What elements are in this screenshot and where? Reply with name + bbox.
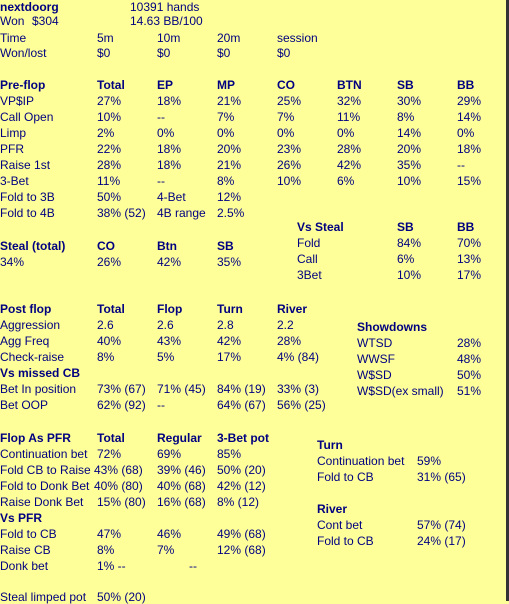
preflop-cell: 18% <box>157 94 182 108</box>
missed-cb-cell: 71% (45) <box>157 382 206 396</box>
preflop-cell: 8% <box>397 110 415 124</box>
postflop-cell: 4% (84) <box>277 350 320 364</box>
flop-pfr-cell: 39% (46) <box>157 463 206 477</box>
postflop-cell: 5% <box>157 350 175 364</box>
steal-col-btn: Btn <box>157 239 177 253</box>
postflop-cell: 8% <box>97 350 115 364</box>
fourbet-range-label: 4B range <box>157 206 206 220</box>
steal-col-co: CO <box>97 239 115 253</box>
steal-cell: 26% <box>97 255 122 269</box>
preflop-cell: 32% <box>337 94 362 108</box>
preflop-cell: 30% <box>397 94 422 108</box>
vs-pfr-row-label: Fold to CB <box>0 527 57 541</box>
won-value: $304 <box>32 14 59 28</box>
wonlost-session: $0 <box>277 46 291 60</box>
preflop-col-total: Total <box>97 78 125 92</box>
flop-pfr-cell: 43% (68) <box>94 463 143 477</box>
missed-cb-cell: 56% (25) <box>277 398 326 412</box>
preflop-cell: 35% <box>397 158 422 172</box>
vs-steal-row-label: Fold <box>297 236 321 250</box>
postflop-cell: 2.2 <box>277 318 294 332</box>
missed-cb-cell: 33% (3) <box>277 382 320 396</box>
postflop-row-label: Aggression <box>0 318 61 332</box>
turn-value: 59% <box>417 454 442 468</box>
flop-pfr-cell: 16% (68) <box>157 495 206 509</box>
wonlost-20m: $0 <box>217 46 231 60</box>
turn-title: Turn <box>317 438 343 452</box>
river-row-label: Cont bet <box>317 518 363 532</box>
preflop-cell: 27% <box>97 94 122 108</box>
missed-cb-title: Vs missed CB <box>0 366 81 380</box>
flop-pfr-row-label: Continuation bet <box>0 447 88 461</box>
vs-steal-cell: 70% <box>457 236 482 250</box>
preflop-cell: 0% <box>157 126 175 140</box>
wonlost-5m: $0 <box>97 46 111 60</box>
flop-pfr-col-total: Total <box>97 431 125 445</box>
preflop-col-co: CO <box>277 78 295 92</box>
postflop-cell: 2.6 <box>97 318 114 332</box>
vs-steal-row-label: 3Bet <box>297 268 322 282</box>
showdown-value: 51% <box>457 384 482 398</box>
fold-4b-value: 38% (52) <box>97 206 146 220</box>
preflop-row-label: 3-Bet <box>0 174 29 188</box>
steal-title: Steal (total) <box>0 239 66 253</box>
flop-pfr-cell: 85% <box>217 447 242 461</box>
vs-pfr-cell: 12% (68) <box>217 543 266 557</box>
postflop-cell: 2.6 <box>157 318 174 332</box>
preflop-cell: 2% <box>97 126 115 140</box>
vs-pfr-row-label: Raise CB <box>0 543 51 557</box>
preflop-cell: 10% <box>97 110 122 124</box>
preflop-cell: 20% <box>397 142 422 156</box>
time-col-20m: 20m <box>217 31 241 45</box>
flop-pfr-cell: 72% <box>97 447 122 461</box>
flop-pfr-cell: 40% (68) <box>157 479 206 493</box>
steal-limped-label: Steal limped pot <box>0 590 87 604</box>
vs-pfr-cell: 7% <box>157 543 175 557</box>
missed-cb-cell: 73% (67) <box>97 382 146 396</box>
preflop-cell: 18% <box>457 142 482 156</box>
showdown-label: WWSF <box>357 352 395 366</box>
showdown-label: W$SD(ex small) <box>357 384 444 398</box>
steal-cell: 35% <box>217 255 242 269</box>
preflop-title: Pre-flop <box>0 78 46 92</box>
showdown-label: W$SD <box>357 368 392 382</box>
flop-pfr-row-label: Raise Donk Bet <box>0 495 84 509</box>
fourbet-range-value: 2.5% <box>217 206 245 220</box>
vs-steal-title: Vs Steal <box>297 220 344 234</box>
showdown-value: 28% <box>457 336 482 350</box>
vs-steal-cell: 10% <box>397 268 422 282</box>
flop-pfr-cell: 15% (80) <box>97 495 146 509</box>
wonlost-10m: $0 <box>157 46 171 60</box>
preflop-cell: 29% <box>457 94 482 108</box>
preflop-cell: 0% <box>277 126 295 140</box>
postflop-cell: 43% <box>157 334 182 348</box>
time-col-session: session <box>277 31 318 45</box>
preflop-cell: 26% <box>277 158 302 172</box>
postflop-cell: 28% <box>277 334 302 348</box>
vs-steal-cell: 84% <box>397 236 422 250</box>
turn-value: 31% (65) <box>417 470 466 484</box>
won-label: Won <box>0 14 25 28</box>
missed-cb-cell: 64% (67) <box>217 398 266 412</box>
flop-pfr-cell: 8% (12) <box>217 495 260 509</box>
time-col-5m: 5m <box>97 31 114 45</box>
preflop-col-btn: BTN <box>337 78 362 92</box>
preflop-cell: 0% <box>337 126 355 140</box>
postflop-col-turn: Turn <box>217 302 243 316</box>
preflop-cell: 28% <box>337 142 362 156</box>
river-row-label: Fold to CB <box>317 534 374 548</box>
steal-cell: 42% <box>157 255 182 269</box>
showdown-value: 50% <box>457 368 482 382</box>
preflop-cell: 7% <box>217 110 235 124</box>
postflop-cell: 2.8 <box>217 318 234 332</box>
preflop-cell: 21% <box>217 158 242 172</box>
bb100: 14.63 BB/100 <box>130 14 203 28</box>
preflop-col-mp: MP <box>217 78 235 92</box>
preflop-col-bb: BB <box>457 78 475 92</box>
preflop-cell: 0% <box>217 126 235 140</box>
flop-pfr-cell: 50% (20) <box>217 463 266 477</box>
postflop-col-total: Total <box>97 302 125 316</box>
turn-row-label: Continuation bet <box>317 454 405 468</box>
fold-3b-label: Fold to 3B <box>0 190 55 204</box>
preflop-cell: -- <box>157 174 165 188</box>
steal-col-sb: SB <box>217 239 234 253</box>
vs-pfr-cell: 47% <box>97 527 122 541</box>
vs-pfr-row-label: Donk bet <box>0 559 49 573</box>
preflop-cell: 42% <box>337 158 362 172</box>
preflop-cell: 10% <box>397 174 422 188</box>
fold-3b-value: 50% <box>97 190 122 204</box>
preflop-cell: 11% <box>97 174 121 188</box>
preflop-cell: 23% <box>277 142 302 156</box>
time-col-10m: 10m <box>157 31 181 45</box>
showdown-value: 48% <box>457 352 482 366</box>
showdown-label: WTSD <box>357 336 393 350</box>
preflop-cell: 20% <box>217 142 242 156</box>
postflop-col-river: River <box>277 302 308 316</box>
steal-limped-value: 50% (20) <box>97 590 146 604</box>
river-value: 24% (17) <box>417 534 466 548</box>
flop-pfr-row-label: Fold CB to Raise <box>0 463 91 477</box>
postflop-cell: 42% <box>217 334 242 348</box>
missed-cb-row-label: Bet OOP <box>0 398 49 412</box>
missed-cb-cell: -- <box>157 398 165 412</box>
preflop-cell: -- <box>157 110 165 124</box>
preflop-cell: 18% <box>157 142 182 156</box>
steal-total: 34% <box>0 255 25 269</box>
preflop-cell: 14% <box>457 110 482 124</box>
vs-steal-col-bb: BB <box>457 220 475 234</box>
preflop-col-sb: SB <box>397 78 414 92</box>
player-name: nextdoorg <box>0 0 59 14</box>
preflop-row-label: Raise 1st <box>0 158 51 172</box>
postflop-row-label: Check-raise <box>0 350 65 364</box>
vs-pfr-cell: 49% (68) <box>217 527 266 541</box>
flop-pfr-cell: 42% (12) <box>217 479 266 493</box>
vs-pfr-cell: 1% -- <box>97 559 126 573</box>
preflop-cell: 18% <box>157 158 182 172</box>
fold-4b-label: Fold to 4B <box>0 206 55 220</box>
preflop-cell: -- <box>457 158 465 172</box>
wonlost-label: Won/lost <box>0 46 47 60</box>
vs-pfr-cell: -- <box>189 559 197 573</box>
vs-steal-cell: 17% <box>457 268 482 282</box>
postflop-cell: 40% <box>97 334 122 348</box>
vs-steal-cell: 6% <box>397 252 415 266</box>
preflop-cell: 6% <box>337 174 355 188</box>
showdowns-title: Showdowns <box>357 320 427 334</box>
preflop-cell: 28% <box>97 158 122 172</box>
postflop-col-flop: Flop <box>157 302 183 316</box>
turn-row-label: Fold to CB <box>317 470 374 484</box>
river-title: River <box>317 502 348 516</box>
hands-count: 10391 hands <box>130 0 200 14</box>
flop-pfr-row-label: Fold to Donk Bet <box>0 479 90 493</box>
flop-pfr-title: Flop As PFR <box>0 431 71 445</box>
vs-steal-cell: 13% <box>457 252 482 266</box>
missed-cb-row-label: Bet In position <box>0 382 77 396</box>
vs-pfr-cell: 46% <box>157 527 182 541</box>
preflop-cell: 11% <box>337 110 361 124</box>
preflop-cell: 8% <box>217 174 235 188</box>
vs-pfr-cell: 8% <box>97 543 115 557</box>
vs-pfr-title: Vs PFR <box>0 511 43 525</box>
preflop-cell: 15% <box>457 174 482 188</box>
flop-pfr-col-regular: Regular <box>157 431 202 445</box>
preflop-row-label: VP$IP <box>0 94 35 108</box>
fourbet-value: 12% <box>217 190 242 204</box>
preflop-row-label: Limp <box>0 126 27 140</box>
flop-pfr-col-3bet: 3-Bet pot <box>217 431 269 445</box>
river-value: 57% (74) <box>417 518 466 532</box>
flop-pfr-cell: 40% (80) <box>94 479 143 493</box>
fourbet-label: 4-Bet <box>157 190 186 204</box>
preflop-row-label: PFR <box>0 142 24 156</box>
missed-cb-cell: 62% (92) <box>97 398 146 412</box>
preflop-cell: 14% <box>397 126 422 140</box>
preflop-cell: 25% <box>277 94 302 108</box>
preflop-row-label: Call Open <box>0 110 54 124</box>
vs-steal-row-label: Call <box>297 252 318 266</box>
preflop-cell: 10% <box>277 174 302 188</box>
preflop-cell: 7% <box>277 110 295 124</box>
preflop-cell: 21% <box>217 94 242 108</box>
preflop-cell: 0% <box>457 126 475 140</box>
flop-pfr-cell: 69% <box>157 447 182 461</box>
postflop-row-label: Agg Freq <box>0 334 50 348</box>
time-label: Time <box>0 31 27 45</box>
vs-steal-col-sb: SB <box>397 220 414 234</box>
postflop-title: Post flop <box>0 302 52 316</box>
postflop-cell: 17% <box>217 350 242 364</box>
missed-cb-cell: 84% (19) <box>217 382 266 396</box>
preflop-cell: 22% <box>97 142 122 156</box>
preflop-col-ep: EP <box>157 78 174 92</box>
